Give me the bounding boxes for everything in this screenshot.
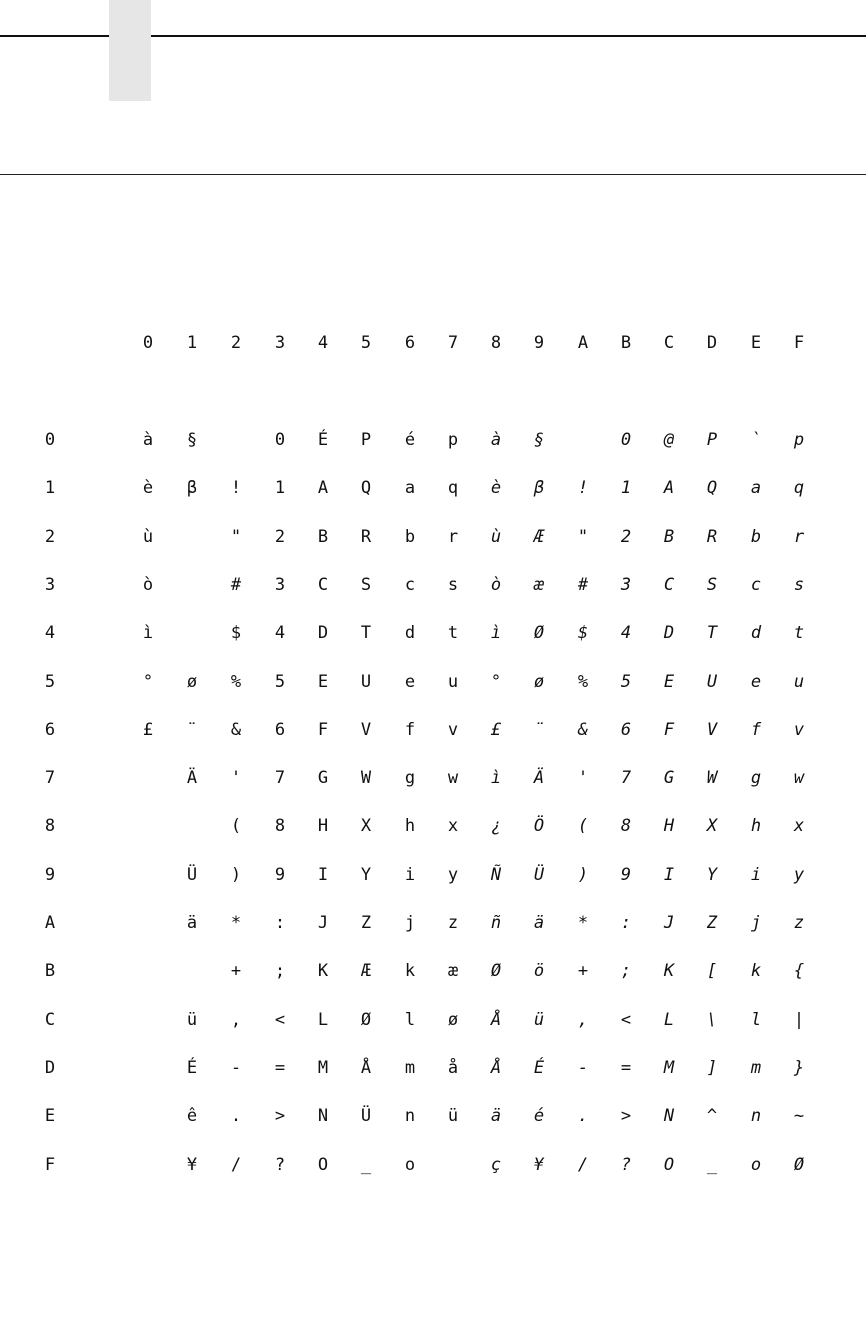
char-cell: P bbox=[360, 430, 372, 450]
char-cell: u bbox=[793, 671, 805, 692]
char-cell: 3 bbox=[274, 574, 286, 595]
char-cell: 4 bbox=[620, 623, 632, 644]
char-cell: 5 bbox=[620, 671, 632, 692]
char-cell: n bbox=[404, 1106, 416, 1127]
char-cell: 9 bbox=[620, 864, 632, 885]
char-cell: l bbox=[404, 1009, 416, 1030]
char-cell: K bbox=[663, 961, 675, 982]
char-cell: + bbox=[230, 961, 242, 982]
column-header: 2 bbox=[230, 333, 242, 353]
char-cell: _ bbox=[360, 1154, 372, 1175]
char-cell: É bbox=[186, 1057, 198, 1078]
char-cell: ^ bbox=[706, 1106, 718, 1127]
char-cell: É bbox=[317, 430, 329, 450]
char-cell: { bbox=[793, 961, 805, 982]
char-cell: β bbox=[533, 478, 545, 499]
char-cell bbox=[177, 524, 207, 550]
row-header: D bbox=[44, 1057, 56, 1078]
char-cell: k bbox=[750, 961, 762, 982]
char-cell: O bbox=[663, 1154, 675, 1175]
char-cell: m bbox=[404, 1057, 416, 1078]
char-cell: 9 bbox=[274, 864, 286, 885]
char-cell: N bbox=[317, 1106, 329, 1127]
char-cell: £ bbox=[490, 719, 502, 740]
char-cell: Ä bbox=[533, 768, 545, 789]
char-cell: U bbox=[360, 671, 372, 692]
char-cell: ü bbox=[447, 1106, 459, 1127]
char-cell: i bbox=[404, 864, 416, 885]
char-cell: - bbox=[577, 1057, 589, 1078]
char-cell: ì bbox=[490, 623, 502, 644]
char-cell: 7 bbox=[274, 768, 286, 789]
char-cell: ? bbox=[620, 1154, 632, 1175]
char-cell: Å bbox=[360, 1057, 372, 1078]
char-cell: j bbox=[750, 913, 762, 933]
char-cell: Æ bbox=[360, 961, 372, 982]
char-cell: l bbox=[750, 1009, 762, 1030]
char-cell: b bbox=[404, 526, 416, 547]
char-cell: 1 bbox=[274, 478, 286, 499]
char-cell: % bbox=[230, 671, 242, 692]
char-cell: : bbox=[620, 913, 632, 933]
char-cell: I bbox=[663, 864, 675, 885]
char-cell: v bbox=[447, 719, 459, 740]
char-cell: B bbox=[663, 526, 675, 547]
char-cell bbox=[177, 958, 207, 984]
char-cell: ç bbox=[490, 1154, 502, 1175]
char-cell: β bbox=[186, 478, 198, 499]
char-cell: ü bbox=[533, 1009, 545, 1030]
char-cell: o bbox=[750, 1154, 762, 1175]
char-cell: ! bbox=[230, 478, 242, 499]
char-cell: & bbox=[230, 719, 242, 740]
char-cell: J bbox=[663, 913, 675, 933]
char-cell: ) bbox=[230, 864, 242, 885]
char-cell bbox=[177, 813, 207, 839]
char-cell: Z bbox=[706, 913, 718, 933]
char-cell: 3 bbox=[620, 574, 632, 595]
char-cell: H bbox=[663, 816, 675, 837]
row-header: 2 bbox=[44, 526, 56, 547]
char-cell: x bbox=[793, 816, 805, 837]
char-cell: y bbox=[447, 864, 459, 885]
char-cell: e bbox=[750, 671, 762, 692]
char-cell: , bbox=[577, 1009, 589, 1030]
char-cell: ò bbox=[490, 574, 502, 595]
char-cell: ø bbox=[447, 1009, 459, 1030]
char-cell: ¨ bbox=[533, 719, 545, 740]
section-rule bbox=[0, 174, 866, 175]
char-cell: ' bbox=[230, 768, 242, 789]
row-header: 4 bbox=[44, 623, 56, 644]
char-cell: c bbox=[404, 574, 416, 595]
column-header: A bbox=[577, 333, 589, 353]
char-cell: E bbox=[663, 671, 675, 692]
char-cell: b bbox=[750, 526, 762, 547]
char-cell: G bbox=[317, 768, 329, 789]
char-cell bbox=[177, 620, 207, 646]
char-cell: X bbox=[706, 816, 718, 837]
char-cell: . bbox=[577, 1106, 589, 1127]
char-cell: n bbox=[750, 1106, 762, 1127]
char-cell bbox=[133, 813, 163, 839]
char-cell: O bbox=[317, 1154, 329, 1175]
char-cell: 2 bbox=[274, 526, 286, 547]
char-cell: D bbox=[663, 623, 675, 644]
column-header: 3 bbox=[274, 333, 286, 353]
column-header: B bbox=[620, 333, 632, 353]
column-header: 6 bbox=[404, 333, 416, 353]
char-cell: J bbox=[317, 913, 329, 933]
char-cell: T bbox=[706, 623, 718, 644]
char-cell: p bbox=[447, 430, 459, 450]
char-cell: $ bbox=[230, 623, 242, 644]
char-cell: ü bbox=[186, 1009, 198, 1030]
char-cell: f bbox=[404, 719, 416, 740]
char-cell: S bbox=[360, 574, 372, 595]
char-cell: : bbox=[274, 913, 286, 933]
column-header: D bbox=[706, 333, 718, 353]
char-cell: z bbox=[447, 913, 459, 933]
char-cell: B bbox=[317, 526, 329, 547]
char-cell: ¥ bbox=[186, 1154, 198, 1175]
char-cell: 4 bbox=[274, 623, 286, 644]
row-header: 9 bbox=[44, 864, 56, 885]
char-cell: 1 bbox=[620, 478, 632, 499]
char-cell: d bbox=[750, 623, 762, 644]
column-header: 5 bbox=[360, 333, 372, 353]
char-cell: É bbox=[533, 1057, 545, 1078]
char-cell: * bbox=[577, 913, 589, 933]
row-header: F bbox=[44, 1154, 56, 1175]
char-cell bbox=[133, 1103, 163, 1129]
char-cell: s bbox=[447, 574, 459, 595]
char-cell: W bbox=[360, 768, 372, 789]
char-cell: ; bbox=[620, 961, 632, 982]
char-cell: Y bbox=[360, 864, 372, 885]
char-cell: ~ bbox=[793, 1106, 805, 1127]
char-cell: y bbox=[793, 864, 805, 885]
char-cell: } bbox=[793, 1057, 805, 1078]
char-cell: ö bbox=[533, 961, 545, 982]
char-cell: ] bbox=[706, 1057, 718, 1078]
char-cell: s bbox=[793, 574, 805, 595]
char-cell: F bbox=[663, 719, 675, 740]
char-cell: a bbox=[750, 478, 762, 499]
char-cell: £ bbox=[142, 719, 154, 740]
column-header: C bbox=[663, 333, 675, 353]
char-cell: ì bbox=[490, 768, 502, 789]
char-cell: P bbox=[706, 430, 718, 450]
char-cell: ° bbox=[142, 671, 154, 692]
char-cell: ; bbox=[274, 961, 286, 982]
char-cell: æ bbox=[447, 961, 459, 982]
char-cell: 8 bbox=[274, 816, 286, 837]
char-cell: M bbox=[317, 1057, 329, 1078]
char-cell: X bbox=[360, 816, 372, 837]
char-cell: r bbox=[447, 526, 459, 547]
char-cell: ( bbox=[230, 816, 242, 837]
char-cell: à bbox=[142, 430, 154, 450]
char-cell: D bbox=[317, 623, 329, 644]
row-header: 1 bbox=[44, 478, 56, 499]
char-cell: è bbox=[142, 478, 154, 499]
char-cell: A bbox=[317, 478, 329, 499]
row-header: A bbox=[44, 913, 56, 933]
char-cell: 5 bbox=[274, 671, 286, 692]
char-cell: , bbox=[230, 1009, 242, 1030]
char-cell: F bbox=[317, 719, 329, 740]
char-cell: § bbox=[186, 430, 198, 450]
char-cell: d bbox=[404, 623, 416, 644]
char-cell bbox=[438, 1152, 468, 1178]
char-cell: j bbox=[404, 913, 416, 933]
char-cell: g bbox=[750, 768, 762, 789]
char-cell: ¥ bbox=[533, 1154, 545, 1175]
char-cell: é bbox=[533, 1106, 545, 1127]
char-cell: I bbox=[317, 864, 329, 885]
char-cell: 8 bbox=[620, 816, 632, 837]
char-cell: t bbox=[447, 623, 459, 644]
char-cell: ù bbox=[490, 526, 502, 547]
char-cell: C bbox=[317, 574, 329, 595]
char-cell: Y bbox=[706, 864, 718, 885]
char-cell: Ø bbox=[490, 961, 502, 982]
char-cell: < bbox=[620, 1009, 632, 1030]
char-cell: Ñ bbox=[490, 864, 502, 885]
char-cell: u bbox=[447, 671, 459, 692]
char-cell: ! bbox=[577, 478, 589, 499]
char-cell: i bbox=[750, 864, 762, 885]
char-cell: Ü bbox=[533, 864, 545, 885]
char-cell: _ bbox=[706, 1154, 718, 1175]
char-cell: 6 bbox=[274, 719, 286, 740]
char-cell bbox=[133, 1007, 163, 1033]
char-cell: Å bbox=[490, 1009, 502, 1030]
char-cell: + bbox=[577, 961, 589, 982]
char-cell bbox=[221, 427, 251, 453]
char-cell bbox=[133, 1055, 163, 1081]
char-cell: R bbox=[360, 526, 372, 547]
char-cell bbox=[133, 910, 163, 936]
chapter-tab bbox=[109, 0, 151, 101]
char-cell: Ø bbox=[793, 1154, 805, 1175]
char-cell: A bbox=[663, 478, 675, 499]
char-cell bbox=[133, 862, 163, 888]
char-cell: R bbox=[706, 526, 718, 547]
row-header: E bbox=[44, 1106, 56, 1127]
char-cell: 6 bbox=[620, 719, 632, 740]
column-header: E bbox=[750, 333, 762, 353]
column-header: 7 bbox=[447, 333, 459, 353]
char-cell: 0 bbox=[620, 430, 632, 450]
char-cell: o bbox=[404, 1154, 416, 1175]
char-cell: g bbox=[404, 768, 416, 789]
char-cell: ° bbox=[490, 671, 502, 692]
column-header: 0 bbox=[142, 333, 154, 353]
char-cell: 7 bbox=[620, 768, 632, 789]
char-cell: | bbox=[793, 1009, 805, 1030]
char-cell: Ü bbox=[360, 1106, 372, 1127]
column-header: 8 bbox=[490, 333, 502, 353]
char-cell: < bbox=[274, 1009, 286, 1030]
char-cell: Ö bbox=[533, 816, 545, 837]
char-cell: p bbox=[793, 430, 805, 450]
char-cell: t bbox=[793, 623, 805, 644]
char-cell: ` bbox=[750, 430, 762, 450]
char-cell: x bbox=[447, 816, 459, 837]
char-cell: K bbox=[317, 961, 329, 982]
char-cell: a bbox=[404, 478, 416, 499]
char-cell: ¨ bbox=[186, 719, 198, 740]
char-cell: S bbox=[706, 574, 718, 595]
char-cell: 2 bbox=[620, 526, 632, 547]
char-cell: " bbox=[577, 526, 589, 547]
char-cell: * bbox=[230, 913, 242, 933]
char-cell: > bbox=[620, 1106, 632, 1127]
row-header: 3 bbox=[44, 574, 56, 595]
column-header: 1 bbox=[186, 333, 198, 353]
char-cell: ? bbox=[274, 1154, 286, 1175]
char-cell: Ü bbox=[186, 864, 198, 885]
char-cell: Q bbox=[706, 478, 718, 499]
row-header: B bbox=[44, 961, 56, 982]
char-cell bbox=[133, 958, 163, 984]
char-cell: ) bbox=[577, 864, 589, 885]
char-cell: c bbox=[750, 574, 762, 595]
char-cell: e bbox=[404, 671, 416, 692]
char-cell: Q bbox=[360, 478, 372, 499]
char-cell: k bbox=[404, 961, 416, 982]
char-cell: å bbox=[447, 1057, 459, 1078]
char-cell: C bbox=[663, 574, 675, 595]
row-header: 7 bbox=[44, 768, 56, 789]
char-cell bbox=[133, 1152, 163, 1178]
row-header: 6 bbox=[44, 719, 56, 740]
char-cell: % bbox=[577, 671, 589, 692]
char-cell: [ bbox=[706, 961, 718, 982]
char-cell: Å bbox=[490, 1057, 502, 1078]
char-cell: q bbox=[447, 478, 459, 499]
char-cell: = bbox=[274, 1057, 286, 1078]
column-header: 4 bbox=[317, 333, 329, 353]
char-cell: \ bbox=[706, 1009, 718, 1030]
char-cell: # bbox=[577, 574, 589, 595]
char-cell: ù bbox=[142, 526, 154, 547]
char-cell: è bbox=[490, 478, 502, 499]
char-cell: w bbox=[447, 768, 459, 789]
char-cell: m bbox=[750, 1057, 762, 1078]
char-cell: ñ bbox=[490, 913, 502, 933]
char-cell: & bbox=[577, 719, 589, 740]
char-cell: / bbox=[230, 1154, 242, 1175]
char-cell: h bbox=[750, 816, 762, 837]
char-cell: ' bbox=[577, 768, 589, 789]
char-cell: . bbox=[230, 1106, 242, 1127]
char-cell: M bbox=[663, 1057, 675, 1078]
row-header: 5 bbox=[44, 671, 56, 692]
char-cell: Z bbox=[360, 913, 372, 933]
char-cell: v bbox=[793, 719, 805, 740]
column-header: 9 bbox=[533, 333, 545, 353]
char-cell: ì bbox=[142, 623, 154, 644]
char-cell: ä bbox=[490, 1106, 502, 1127]
char-cell: Æ bbox=[533, 526, 545, 547]
char-cell: L bbox=[317, 1009, 329, 1030]
char-cell: Ø bbox=[360, 1009, 372, 1030]
char-cell: ( bbox=[577, 816, 589, 837]
char-cell: V bbox=[706, 719, 718, 740]
char-cell bbox=[568, 427, 598, 453]
row-header: 8 bbox=[44, 816, 56, 837]
char-cell: ø bbox=[533, 671, 545, 692]
char-cell: @ bbox=[663, 430, 675, 450]
char-cell: = bbox=[620, 1057, 632, 1078]
char-cell: L bbox=[663, 1009, 675, 1030]
char-cell: f bbox=[750, 719, 762, 740]
char-cell: V bbox=[360, 719, 372, 740]
char-cell: ä bbox=[186, 913, 198, 933]
char-cell: H bbox=[317, 816, 329, 837]
char-cell: ä bbox=[533, 913, 545, 933]
char-cell: ò bbox=[142, 574, 154, 595]
char-cell: T bbox=[360, 623, 372, 644]
char-cell: z bbox=[793, 913, 805, 933]
char-cell: § bbox=[533, 430, 545, 450]
char-cell: W bbox=[706, 768, 718, 789]
char-cell: > bbox=[274, 1106, 286, 1127]
char-cell bbox=[177, 572, 207, 598]
column-header: F bbox=[793, 333, 805, 353]
char-cell: # bbox=[230, 574, 242, 595]
char-cell: Ä bbox=[186, 768, 198, 789]
char-cell: $ bbox=[577, 623, 589, 644]
char-cell: ¿ bbox=[490, 816, 502, 837]
char-cell: q bbox=[793, 478, 805, 499]
char-cell: h bbox=[404, 816, 416, 837]
char-cell: æ bbox=[533, 574, 545, 595]
char-cell: E bbox=[317, 671, 329, 692]
char-cell: é bbox=[404, 430, 416, 450]
char-cell: Ø bbox=[533, 623, 545, 644]
char-cell: - bbox=[230, 1057, 242, 1078]
char-cell: G bbox=[663, 768, 675, 789]
char-cell: " bbox=[230, 526, 242, 547]
char-cell: r bbox=[793, 526, 805, 547]
char-cell: à bbox=[490, 430, 502, 450]
char-cell: U bbox=[706, 671, 718, 692]
char-cell: N bbox=[663, 1106, 675, 1127]
char-cell: ê bbox=[186, 1106, 198, 1127]
row-header: 0 bbox=[44, 430, 56, 450]
char-cell: w bbox=[793, 768, 805, 789]
char-cell: 0 bbox=[274, 430, 286, 450]
char-cell: ø bbox=[186, 671, 198, 692]
char-cell: / bbox=[577, 1154, 589, 1175]
char-cell bbox=[133, 765, 163, 791]
row-header: C bbox=[44, 1009, 56, 1030]
